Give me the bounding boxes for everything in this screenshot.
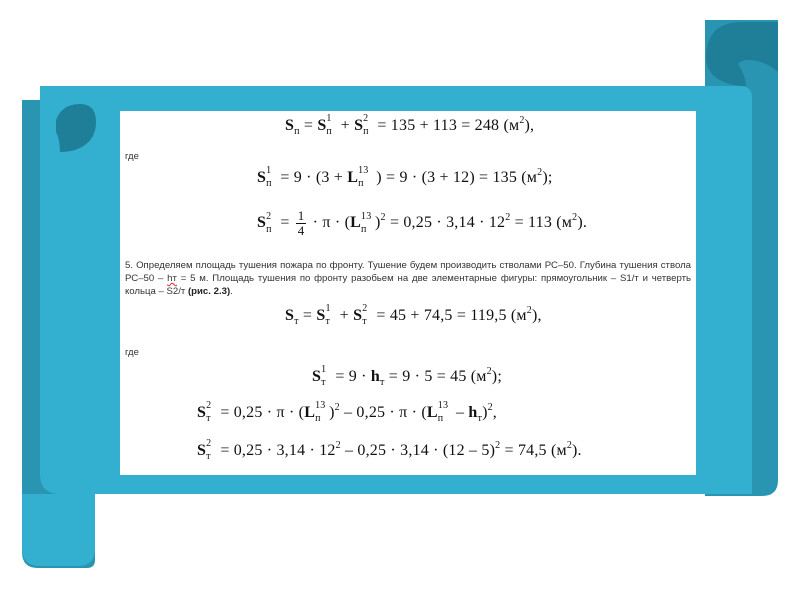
formula-st2-general: S 2 т = 0,25 · π · (L 13 п )$^2$ – 0,25 · π · (L 13 п – $h_т)^2$, xyxy=(197,400,497,425)
scroll-left-lower xyxy=(22,494,95,566)
formula-sp2: S 2 п = $\frac{1}{4}$ · π · (L 13 п )$^2 = 0,25 \cdot 3,14 \cdot 12^2 = 113$ $(м^2)$. xyxy=(257,208,588,238)
formula-sp1: S 1 п = 9 · (3 + L 13 п ) = 9 · (3 + 12) = 135 $(м^2)$; xyxy=(257,165,553,190)
paragraph-step-5: 5. Определяем площадь тушения пожара по фронту. Тушение будем производить стволами РС–50. Глубина тушения ствола РС–50 – hт = 5 м. Площадь тушения по фронту разобьем на две элементарные фигуры: прямоугольник – S1/т и четверть кольца – S2/т (рис. 2.3). xyxy=(125,260,691,297)
formula-sp-total: $S_п = S$ 1 п + S 2 п = 135 + 113 = 248 $(м^2)$, xyxy=(285,113,535,138)
label-where-1: где xyxy=(125,151,139,162)
spell-highlight: hт xyxy=(167,273,177,284)
formula-st2-values: S 2 т = $0,25 \cdot 3,14 \cdot 12^2 - 0,25 \cdot 3,14 \cdot (12 - 5)^2 = 74,5$ $(м^2)$. xyxy=(197,438,582,463)
formula-st-total: $S_т = S$ 1 т + S 2 т = 45 + 74,5 = 119,5 $(м^2)$, xyxy=(285,303,542,328)
label-where-2: где xyxy=(125,347,139,358)
document-image xyxy=(120,111,696,475)
formula-st1: S 1 т = $9 \cdot h_т = 9 \cdot 5 = 45$ $(м^2)$; xyxy=(312,364,502,389)
fraction-one-quarter: $\frac{1}{4}$ xyxy=(297,208,305,238)
